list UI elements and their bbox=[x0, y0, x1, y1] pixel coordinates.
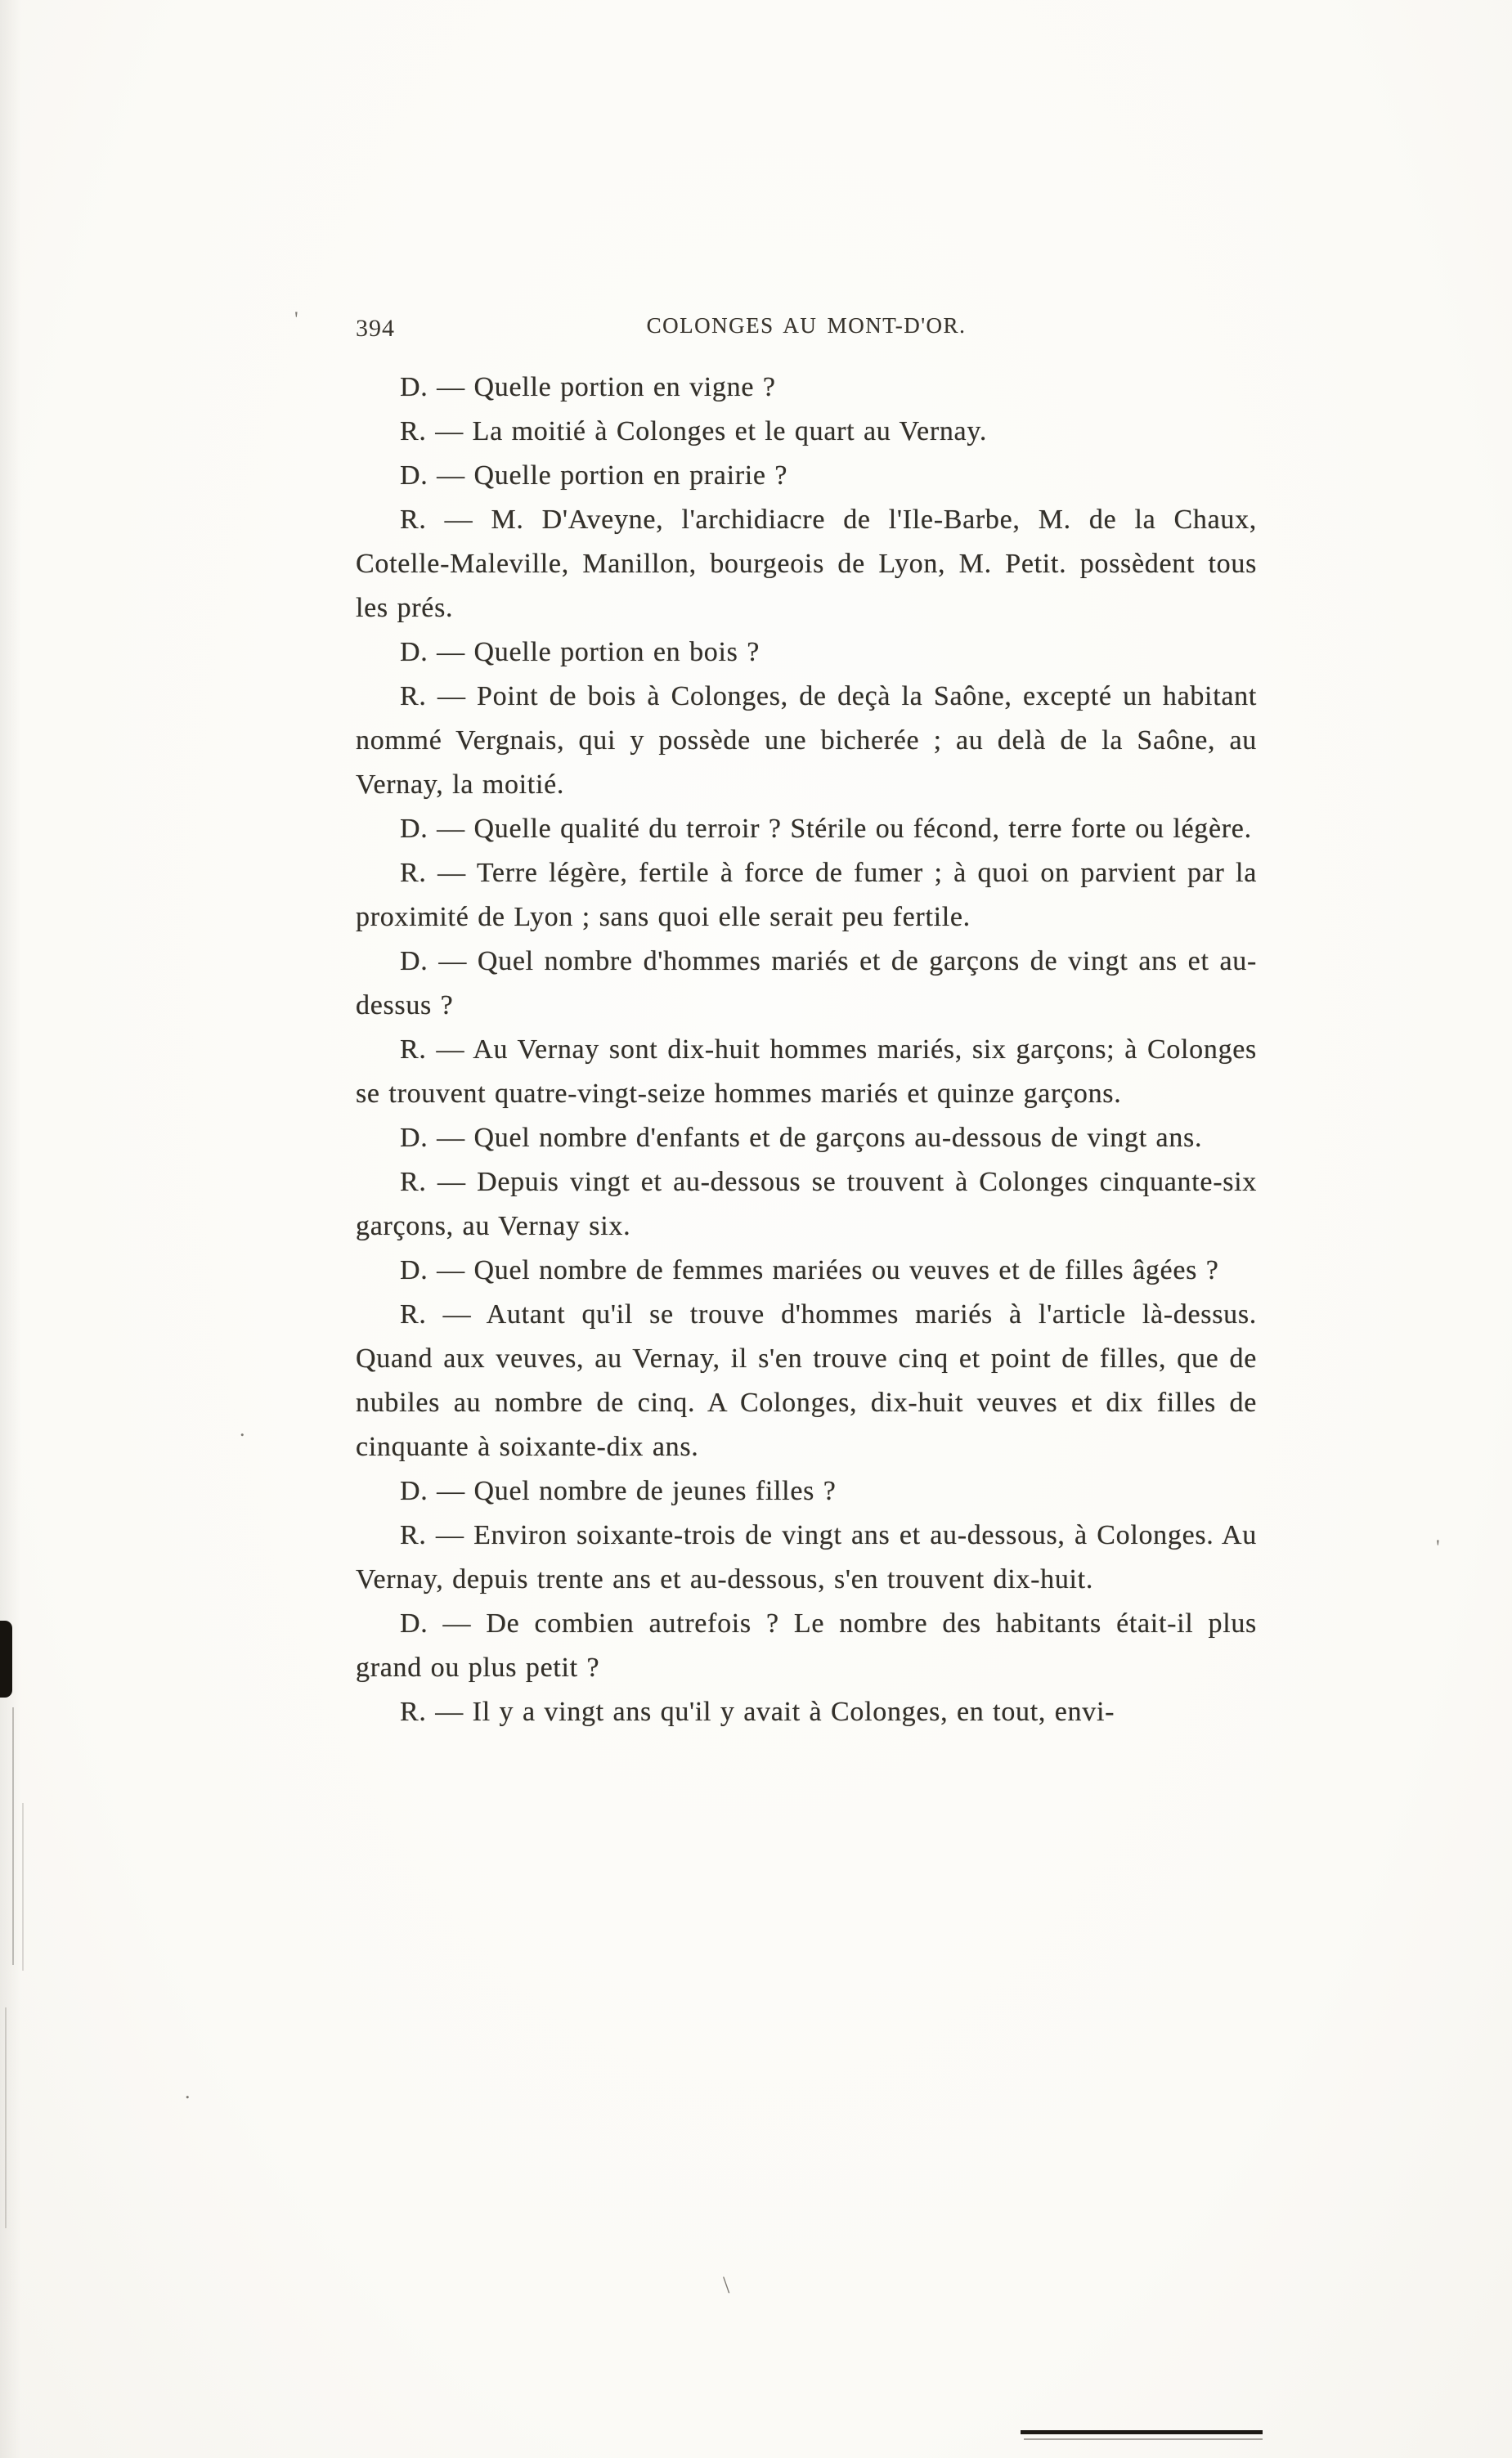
page-edge-shadow bbox=[0, 0, 21, 2458]
scan-scratch-line bbox=[12, 1707, 14, 1965]
dialogue-line: R. — Autant qu'il se trouve d'hommes mariés à l'article là-dessus. Quand aux veuves, au Vernay, il s'en trouve cinq et point de filles, que de nubiles au nombre de cinq. A Colonges, dix-huit veuves et dix filles de cinquante à soixante-dix ans. bbox=[356, 1299, 1257, 1462]
dialogue-line: R. — M. D'Aveyne, l'archidiacre de l'Ile-Barbe, M. de la Chaux, Cotelle-Maleville, Manillon, bourgeois de Lyon, M. Petit. possèdent tous les prés. bbox=[356, 505, 1257, 623]
page-header bbox=[356, 313, 1257, 344]
dialogue-line: D. — Quelle qualité du terroir ? Stérile ou fécond, terre forte ou légère. bbox=[400, 814, 1252, 844]
dialogue-line: D. — Quelle portion en vigne ? bbox=[400, 372, 776, 402]
dialogue-line: R. — Point de bois à Colonges, de deçà la Saône, excepté un habitant nommé Vergnais, qui y possède une bicherée ; au delà de la Saône, au Vernay, la moitié. bbox=[356, 681, 1257, 800]
page-number: 394 bbox=[356, 315, 395, 342]
dialogue-line: R. — Terre légère, fertile à force de fumer ; à quoi on parvient par la proximité de Lyon ; sans quoi elle serait peu fertile. bbox=[356, 858, 1257, 932]
dialogue-line: D. — Quelle portion en prairie ? bbox=[400, 460, 788, 491]
scan-speck: ' bbox=[1436, 1536, 1440, 1559]
scan-speck: ' bbox=[294, 307, 298, 331]
scan-scratch-line bbox=[5, 2007, 7, 2228]
dialogue-line: D. — Quel nombre de jeunes filles ? bbox=[400, 1476, 837, 1506]
scan-rule-bottom bbox=[1021, 2430, 1263, 2434]
scan-speck: . bbox=[240, 1417, 245, 1441]
page-text bbox=[356, 366, 1257, 1734]
dialogue-line: D. — Quel nombre d'enfants et de garçons au-dessous de vingt ans. bbox=[400, 1123, 1203, 1153]
scan-rule-bottom bbox=[1024, 2438, 1263, 2440]
scan-speck: . bbox=[185, 2079, 191, 2103]
ink-blot-left-edge bbox=[0, 1621, 12, 1698]
dialogue-line: D. — Quelle portion en bois ? bbox=[400, 637, 760, 667]
dialogue-line: D. — Quel nombre de femmes mariées ou veuves et de filles âgées ? bbox=[400, 1255, 1219, 1285]
dialogue-line: R. — Environ soixante-trois de vingt ans et au-dessous, à Colonges. Au Vernay, depuis trente ans et au-dessous, s'en trouvent dix-huit. bbox=[356, 1520, 1257, 1595]
scan-scratch-line bbox=[22, 1803, 24, 1971]
dialogue-line: D. — De combien autrefois ? Le nombre des habitants était-il plus grand ou plus petit ? bbox=[356, 1608, 1257, 1683]
scan-speck: \ bbox=[723, 2272, 730, 2299]
page-content bbox=[356, 313, 1257, 1734]
dialogue-line: D. — Quel nombre d'hommes mariés et de garçons de vingt ans et au-dessus ? bbox=[356, 946, 1257, 1020]
dialogue-line: R. — Depuis vingt et au-dessous se trouvent à Colonges cinquante-six garçons, au Vernay six. bbox=[356, 1167, 1257, 1241]
dialogue-line: R. — Au Vernay sont dix-huit hommes mariés, six garçons; à Colonges se trouvent quatre-vingt-seize hommes mariés et quinze garçons. bbox=[356, 1034, 1257, 1109]
dialogue-line: R. — Il y a vingt ans qu'il y avait à Colonges, en tout, envi- bbox=[400, 1697, 1115, 1727]
dialogue-line: R. — La moitié à Colonges et le quart au Vernay. bbox=[400, 416, 988, 446]
running-title: COLONGES AU MONT-D'OR. bbox=[646, 313, 967, 338]
